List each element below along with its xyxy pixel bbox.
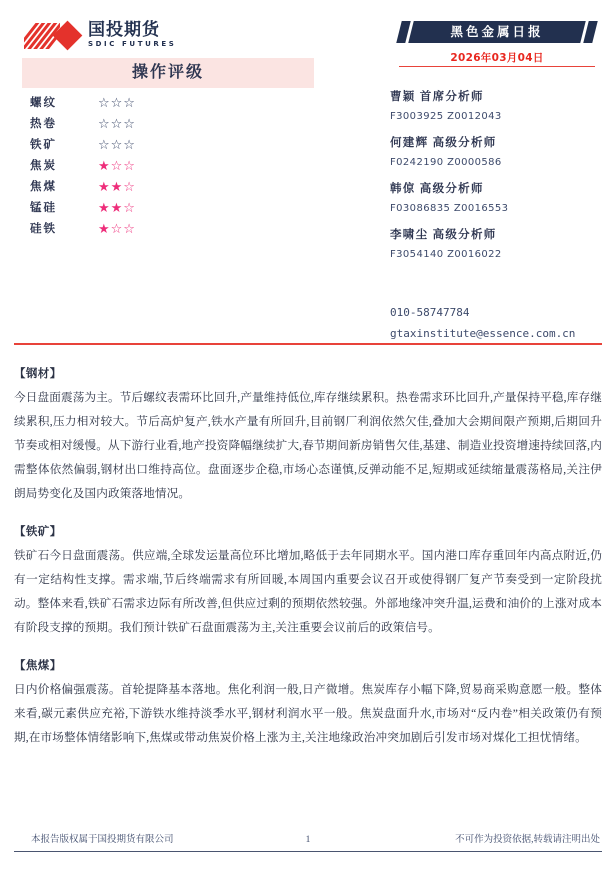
rating-stars: ★★☆ [98,201,136,216]
footer-page-number: 1 [305,835,311,845]
analyst-license-ids: F0242190 Z0000586 [390,157,502,168]
rating-commodity-name: 锰硅 [30,202,57,214]
rating-stars: ★☆☆ [98,159,136,174]
contact-block [390,302,615,344]
section-steel [14,362,602,506]
section-title: 【铁矿】 [14,526,62,538]
rating-commodity-name: 螺纹 [30,97,57,109]
rating-row [22,156,314,177]
analyst-license-ids: F3054140 Z0016022 [390,249,502,260]
rating-commodity-name: 焦煤 [30,181,57,193]
section-body: 日内价格偏强震荡。首轮提降基本落地。焦化利润一般,日产微增。焦炭库存小幅下降,贸易商采购意愿一般。整体来看,碳元素供应充裕,下游铁水维持淡季水平,钢材利润水平一般。焦炭盘面升水,市场对“反内卷”相关政策仍有预期,在市场整体情绪影响下,焦煤或带动焦炭价格上涨为主,关注地缘政治冲突加剧后引发市场对煤化工担忧情绪。 [14,683,602,744]
contact-email[interactable]: gtaxinstitute@essence.com.cn [390,327,576,340]
rating-commodity-name: 硅铁 [30,223,57,235]
section-body: 今日盘面震荡为主。节后螺纹表需环比回升,产量维持低位,库存继续累积。热卷需求环比回升,产量保持平稳,库存继续累积,压力相对较大。节后高炉复产,铁水产量有所回升,目前钢厂利润依然欠佳,叠加大会期间限产预期,后期回升节奏或相对缓慢。从下游行业看,地产投资降幅继续扩大,春节期间新房销售欠佳,基建、制造业投资增速持续回落,内需整体依然偏弱,钢材出口维持高位。盘面逐步企稳,市场心态谨慎,反弹动能不足,短期或延续缩量震荡格局,关注伊朗局势变化及国内政策落地情况。 [14,391,602,500]
footer-disclaimer: 不可作为投资依据,转载请注明出处 [455,835,600,845]
banner-title-text: 黑色金属日报 [450,25,544,39]
section-coking-coal [14,654,602,750]
rating-panel-title-text: 操作评级 [131,64,204,81]
logo-company-name-cn: 国投期货 [88,20,160,40]
rating-commodity-name: 焦炭 [30,160,57,172]
section-title: 【焦煤】 [14,660,62,672]
rating-panel-title [22,58,314,88]
footer-divider [14,851,602,852]
analyst-name-title: 曹颖 首席分析师 [390,91,484,103]
contact-phone: 010-58747784 [390,306,470,319]
rating-row [22,177,314,198]
section-title: 【钢材】 [14,368,62,380]
page-footer [14,832,602,848]
rating-row [22,135,314,156]
analyst-entry [390,88,615,126]
analyst-name-title: 李啸尘 高级分析师 [390,229,497,241]
rating-row [22,219,314,240]
rating-stars: ☆☆☆ [98,117,136,132]
analyst-name-title: 何建辉 高级分析师 [390,137,497,149]
report-type-banner [399,21,595,43]
analyst-entry [390,180,615,218]
section-iron-ore [14,520,602,640]
rating-commodity-name: 热卷 [30,118,57,130]
date-divider [399,66,595,67]
header-divider [14,343,602,345]
rating-list [22,93,314,240]
analyst-license-ids: F03086835 Z0016553 [390,203,509,214]
report-body [14,362,602,764]
report-header [0,0,615,345]
analyst-list [390,88,615,272]
report-date: 2026年03月04日 [450,52,544,64]
rating-stars: ☆☆☆ [98,138,136,153]
analyst-name-title: 韩倞 高级分析师 [390,183,484,195]
analyst-entry [390,134,615,172]
section-body: 铁矿石今日盘面震荡。供应端,全球发运量高位环比增加,略低于去年同期水平。国内港口库存重回年内高点附近,仍有一定结构性支撑。需求端,节后终端需求有所回暖,本周国内重要会议召开或使得钢厂复产节奏受到一定阶段扰动。整体来看,铁矿石需求边际有所改善,但供应过剩的预期依然较强。外部地缘冲突升温,运费和油价的上涨对成本有阶段支撑的预期。我们预计铁矿石盘面震荡为主,关注重要会议前后的政策信号。 [14,549,602,634]
company-logo [24,19,184,53]
analyst-license-ids: F3003925 Z0012043 [390,111,502,122]
rating-stars: ☆☆☆ [98,96,136,111]
rating-row [22,93,314,114]
rating-stars: ★★☆ [98,180,136,195]
rating-row [22,114,314,135]
analyst-entry [390,226,615,264]
rating-commodity-name: 铁矿 [30,139,57,151]
rating-row [22,198,314,219]
footer-copyright: 本报告版权属于国投期货有限公司 [31,835,174,845]
rating-stars: ★☆☆ [98,222,136,237]
logo-company-name-en: SDIC FUTURES [88,40,177,48]
